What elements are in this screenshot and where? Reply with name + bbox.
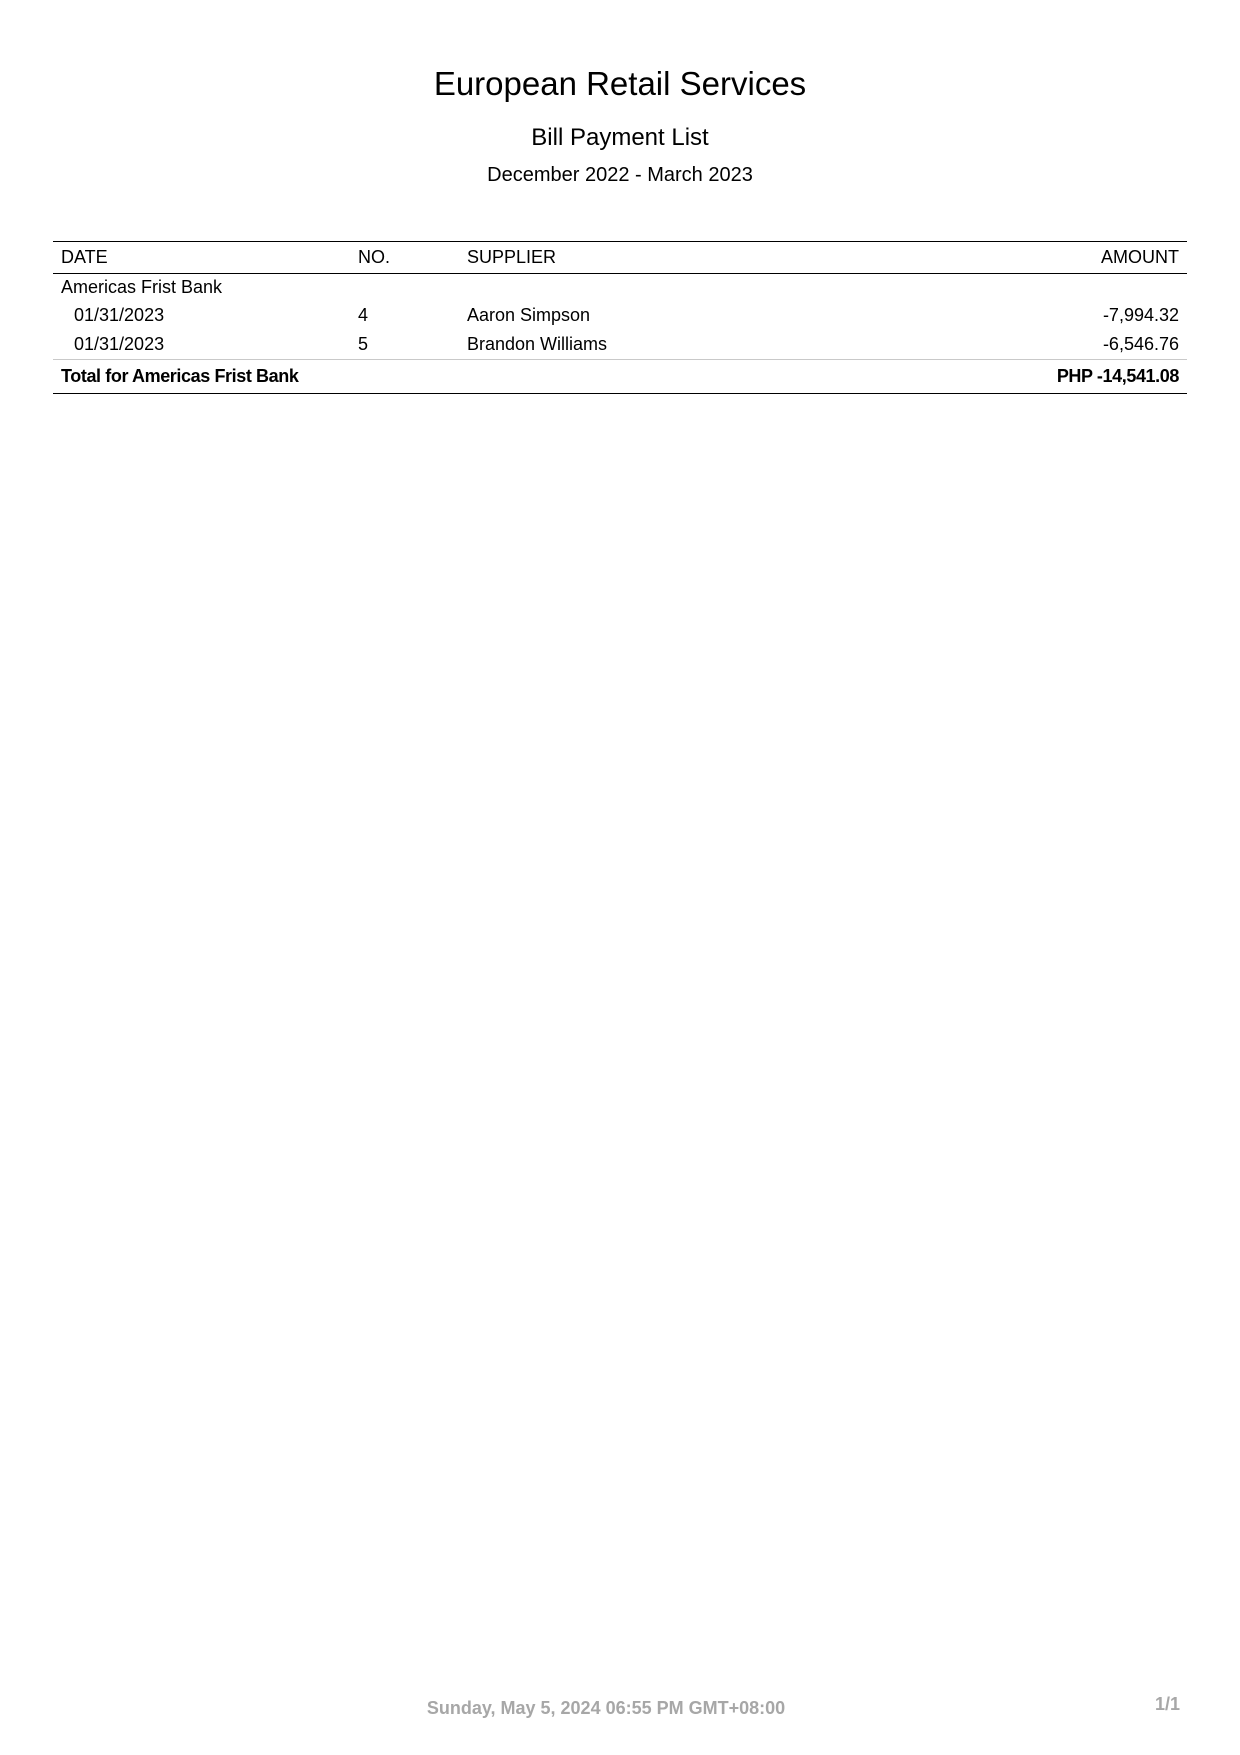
table-row[interactable]: [53, 301, 1187, 330]
total-empty-cell: [459, 360, 971, 394]
company-name: European Retail Services: [433, 65, 807, 102]
row-date: 01/31/2023: [74, 305, 165, 325]
header-row: [53, 242, 1187, 274]
group-total-amount: PHP -14,541.08: [971, 360, 1187, 394]
group-total-label: Total for Americas Frist Bank: [53, 360, 459, 394]
page-number: 1/1: [1154, 1694, 1180, 1714]
column-header-no[interactable]: NO.: [350, 242, 459, 274]
row-supplier: Aaron Simpson: [467, 305, 591, 325]
row-amount: -7,994.32: [1102, 305, 1179, 325]
report-period: December 2022 - March 2023: [487, 164, 753, 186]
group-name: Americas Frist Bank: [61, 277, 223, 297]
table-header: [53, 242, 1187, 274]
column-header-date[interactable]: DATE: [53, 242, 350, 274]
group-empty-cell: [459, 274, 971, 302]
table-body: [53, 274, 1187, 394]
bill-payment-table: [53, 241, 1187, 394]
column-header-amount[interactable]: AMOUNT: [971, 242, 1187, 274]
table-row[interactable]: [53, 330, 1187, 360]
group-row: [53, 274, 1187, 302]
row-no: 5: [358, 334, 369, 354]
report-title: Bill Payment List: [531, 124, 709, 151]
group-empty-cell: [971, 274, 1187, 302]
group-total-row: [53, 360, 1187, 394]
column-header-supplier[interactable]: SUPPLIER: [459, 242, 971, 274]
row-supplier: Brandon Williams: [467, 334, 608, 354]
row-amount: -6,546.76: [1102, 334, 1179, 354]
group-empty-cell: [350, 274, 459, 302]
row-no: 4: [358, 305, 369, 325]
row-date: 01/31/2023: [74, 334, 165, 354]
footer-timestamp: Sunday, May 5, 2024 06:55 PM GMT+08:00: [426, 1698, 786, 1718]
